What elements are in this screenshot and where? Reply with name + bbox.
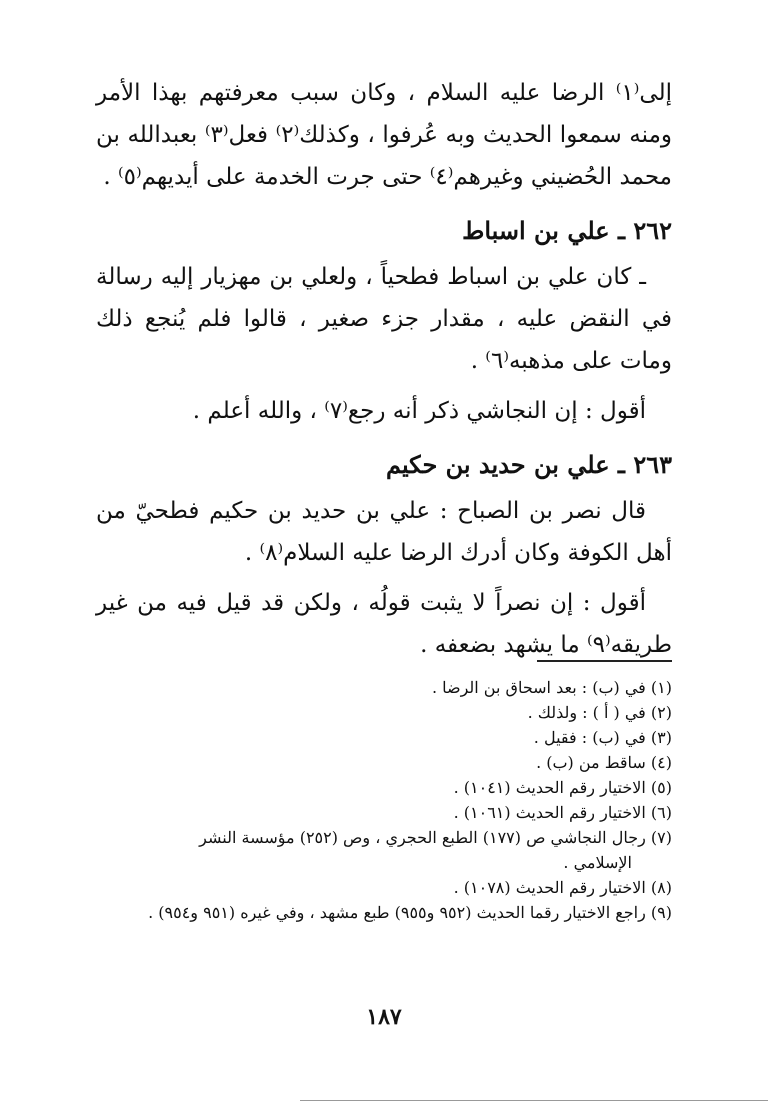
- paragraph-aqul-2: أقول : إن نصراً لا يثبت قولُه ، ولكن قد قيل فيه من غير طريقه⁽٩⁾ ما يشهد بضعفه .: [96, 590, 672, 658]
- footnote-3: (٣) في (ب) : فقيل .: [533, 728, 672, 747]
- paragraph-intro: إلى⁽١⁾ الرضا عليه السلام ، وكان سبب معرفتهم بهذا الأمر ومنه سمعوا الحديث وبه عُرفوا ، وكذلك⁽٢⁾ فعل⁽٣⁾ بعبدالله بن محمد الحُضيني وغيرهم⁽٤⁾ حتى جرت الخدمة على أيديهم⁽٥⁾ .: [96, 80, 673, 190]
- footnote-separator: [537, 660, 672, 662]
- footnote-9: (٩) راجع الاختيار رقما الحديث (٩٥٢ و٩٥٥) طبع مشهد ، وفي غيره (٩٥١ و٩٥٤) .: [148, 903, 672, 922]
- paragraph-ali-ibn-asbat: ـ كان علي بن اسباط فطحياً ، ولعلي بن مهزيار إليه رسالة في النقض عليه ، مقدار جزء صغير ، قالوا فلم يُنجع ذلك ومات على مذهبه⁽٦⁾ .: [96, 264, 672, 374]
- entry-heading-263: ٢٦٣ ـ علي بن حديد بن حكيم: [385, 450, 672, 479]
- footnote-7: (٧) رجال النجاشي ص (١٧٧) الطبع الحجري ، وص (٢٥٢) مؤسسة النشر: [199, 828, 672, 847]
- paragraph-aqul-1: أقول : إن النجاشي ذكر أنه رجع⁽٧⁾ ، والله أعلم .: [192, 398, 646, 424]
- footnote-5: (٥) الاختيار رقم الحديث (١٠٤١) .: [453, 778, 672, 797]
- footnote-2: (٢) في ( أ ) : ولذلك .: [527, 703, 672, 722]
- main-text: [96, 72, 672, 666]
- paragraph-nasr-ibn-sabbah: قال نصر بن الصباح : علي بن حديد بن حكيم فطحيّ من أهل الكوفة وكان أدرك الرضا عليه السلام⁽٨⁾ .: [96, 498, 672, 566]
- footnote-6: (٦) الاختيار رقم الحديث (١٠٦١) .: [453, 803, 672, 822]
- bottom-edge-line: [300, 1100, 768, 1101]
- footnote-7-continued: الإسلامي .: [563, 853, 632, 872]
- footnote-4: (٤) ساقط من (ب) .: [536, 753, 672, 772]
- footnote-8: (٨) الاختيار رقم الحديث (١٠٧٨) .: [453, 878, 672, 897]
- footnotes: [96, 675, 672, 925]
- entry-heading-262: ٢٦٢ ـ علي بن اسباط: [462, 216, 672, 245]
- footnote-1: (١) في (ب) : بعد اسحاق بن الرضا .: [431, 678, 672, 697]
- page-number: ١٨٧: [366, 1004, 402, 1030]
